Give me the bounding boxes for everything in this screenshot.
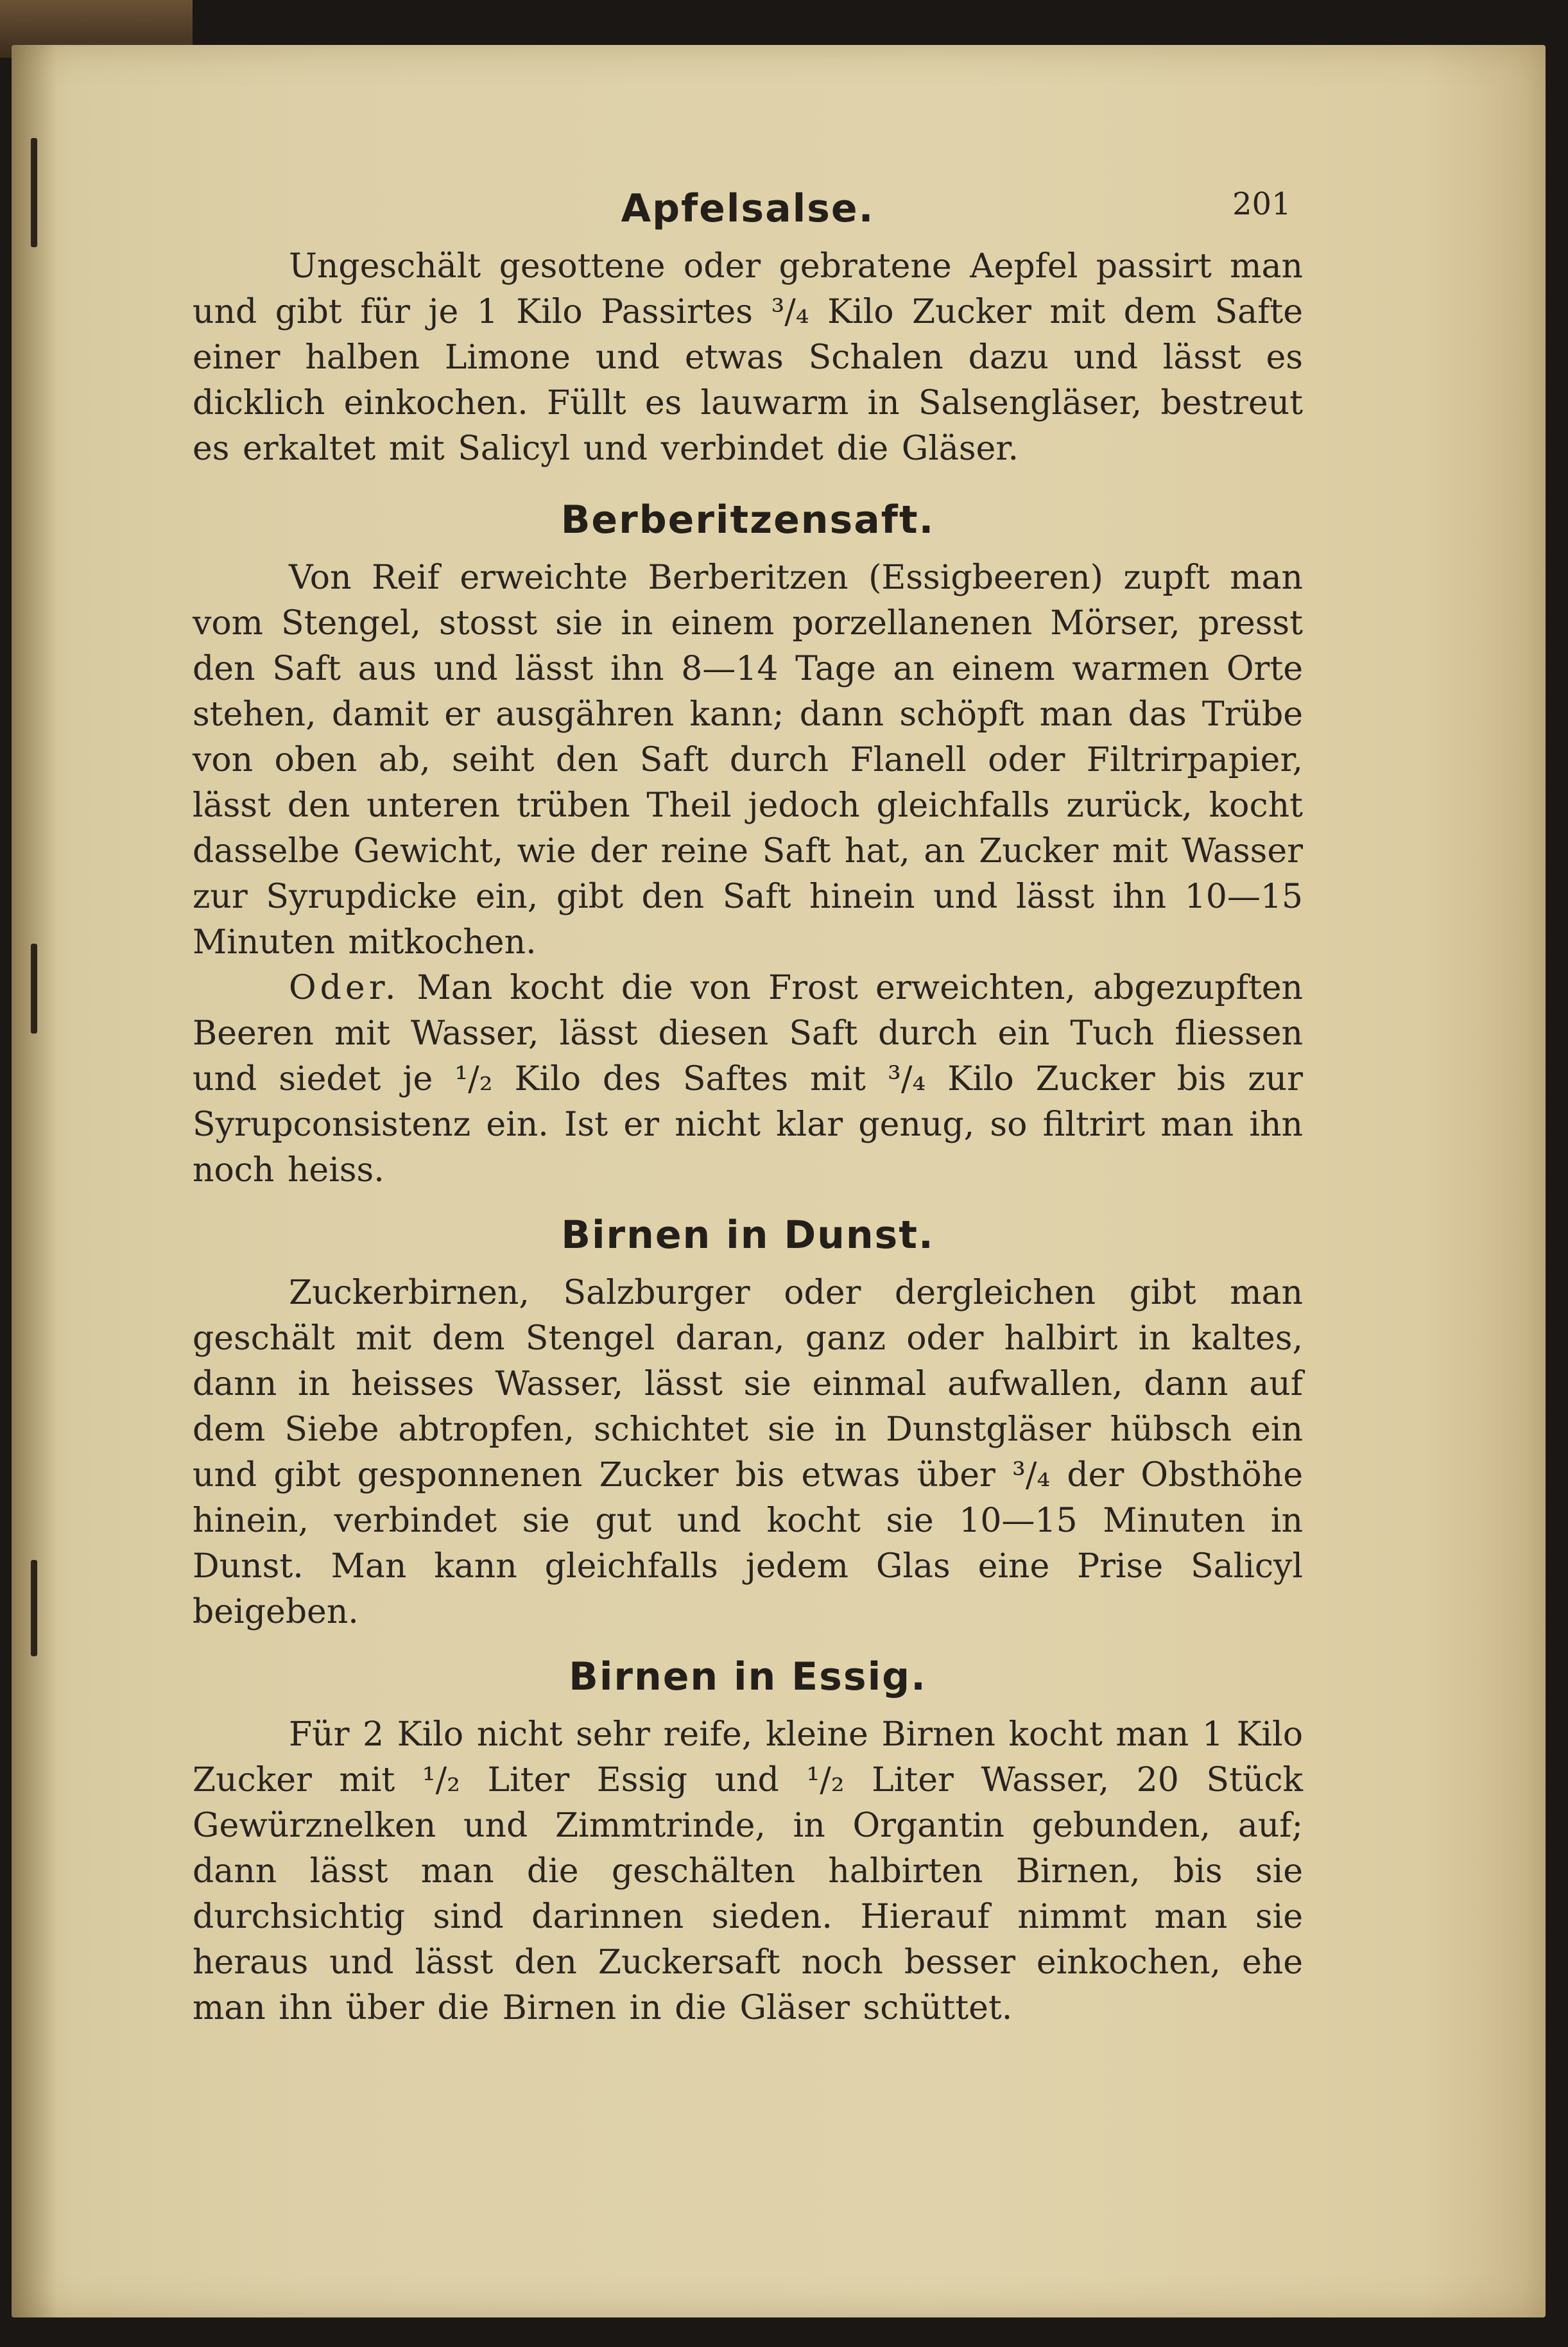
section-birnen-dunst [193,1213,1303,1635]
page-number: 201 [1232,186,1291,222]
section-berberitzensaft [193,498,1303,1193]
section-title: Birnen in Essig. [569,1654,927,1699]
page-text [193,186,1303,2043]
section-title: Birnen in Dunst. [561,1213,935,1258]
binding-mark [31,138,37,247]
section-title: Berberitzensaft. [560,498,935,542]
recipe-paragraph: Von Reif erweichte Berberitzen (Essigbeeren) zupft man vom Stengel, stosst sie in einem porzellanenen Mörser, presst den Saft aus und lässt ihn 8—14 Tage an einem warmen Orte stehen, damit er ausgähren kann; dann schöpft man das Trübe von oben ab, seiht den Saft durch Flanell oder Filtrirpapier, lässt den unteren trüben Theil jedoch gleichfalls zurück, kocht dasselbe Gewicht, wie der reine Saft hat, an Zucker mit Wasser zur Syrupdicke ein, gibt den Saft hinein und lässt ihn 10—15 Minuten mitkochen. [193,559,1303,962]
recipe-paragraph: Für 2 Kilo nicht sehr reife, kleine Birnen kocht man 1 Kilo Zucker mit ¹/₂ Liter Essig und ¹/₂ Liter Wasser, 20 Stück Gewürznelken und Zimmtrinde, in Organtin gebunden, auf; dann lässt man die geschälten halbirten Birnen, bis sie durchsichtig sind darinnen sieden. Hierauf nimmt man sie heraus und lässt den Zuckersaft noch besser einkochen, ehe man ihn über die Birnen in die Gläser schüttet. [193,1715,1303,2027]
page-gutter-shadow [12,45,56,2317]
oder-text: Man kocht die von Frost erweichten, abgezupften Beeren mit Wasser, lässt diesen Saft durch ein Tuch fliessen und siedet je ¹/₂ Kilo des Saftes mit ³/₄ Kilo Zucker bis zur Syrupconsistenz ein. Ist er nicht klar genug, so filtrirt man ihn noch heiss. [193,969,1303,1190]
oder-label: Oder. [289,969,400,1007]
binding-mark [31,1560,37,1656]
recipe-paragraph-oder [193,966,1303,1193]
binding-mark [31,944,37,1034]
recipe-paragraph: Ungeschält gesottene oder gebratene Aepfel passirt man und gibt für je 1 Kilo Passirtes ³/₄ Kilo Zucker mit dem Safte einer halben Limone und etwas Schalen dazu und lässt es dicklich einkochen. Füllt es lauwarm in Salsengläser, bestreut es erkaltet mit Salicyl und verbindet die Gläser. [193,247,1303,468]
recipe-paragraph: Zuckerbirnen, Salzburger oder dergleichen gibt man geschält mit dem Stengel daran, ganz oder halbirt in kaltes, dann in heisses Wasser, lässt sie einmal aufwallen, dann auf dem Siebe abtropfen, schichtet sie in Dunstgläser hübsch ein und gibt gesponnenen Zucker bis etwas über ³/₄ der Obsthöhe hinein, verbindet sie gut und kocht sie 10—15 Minuten in Dunst. Man kann gleichfalls jedem Glas eine Prise Salicyl beigeben. [193,1274,1303,1631]
section-birnen-essig [193,1654,1303,2031]
section-title: Apfelsalse. [621,186,875,231]
section-apfelsalse [193,186,1303,472]
